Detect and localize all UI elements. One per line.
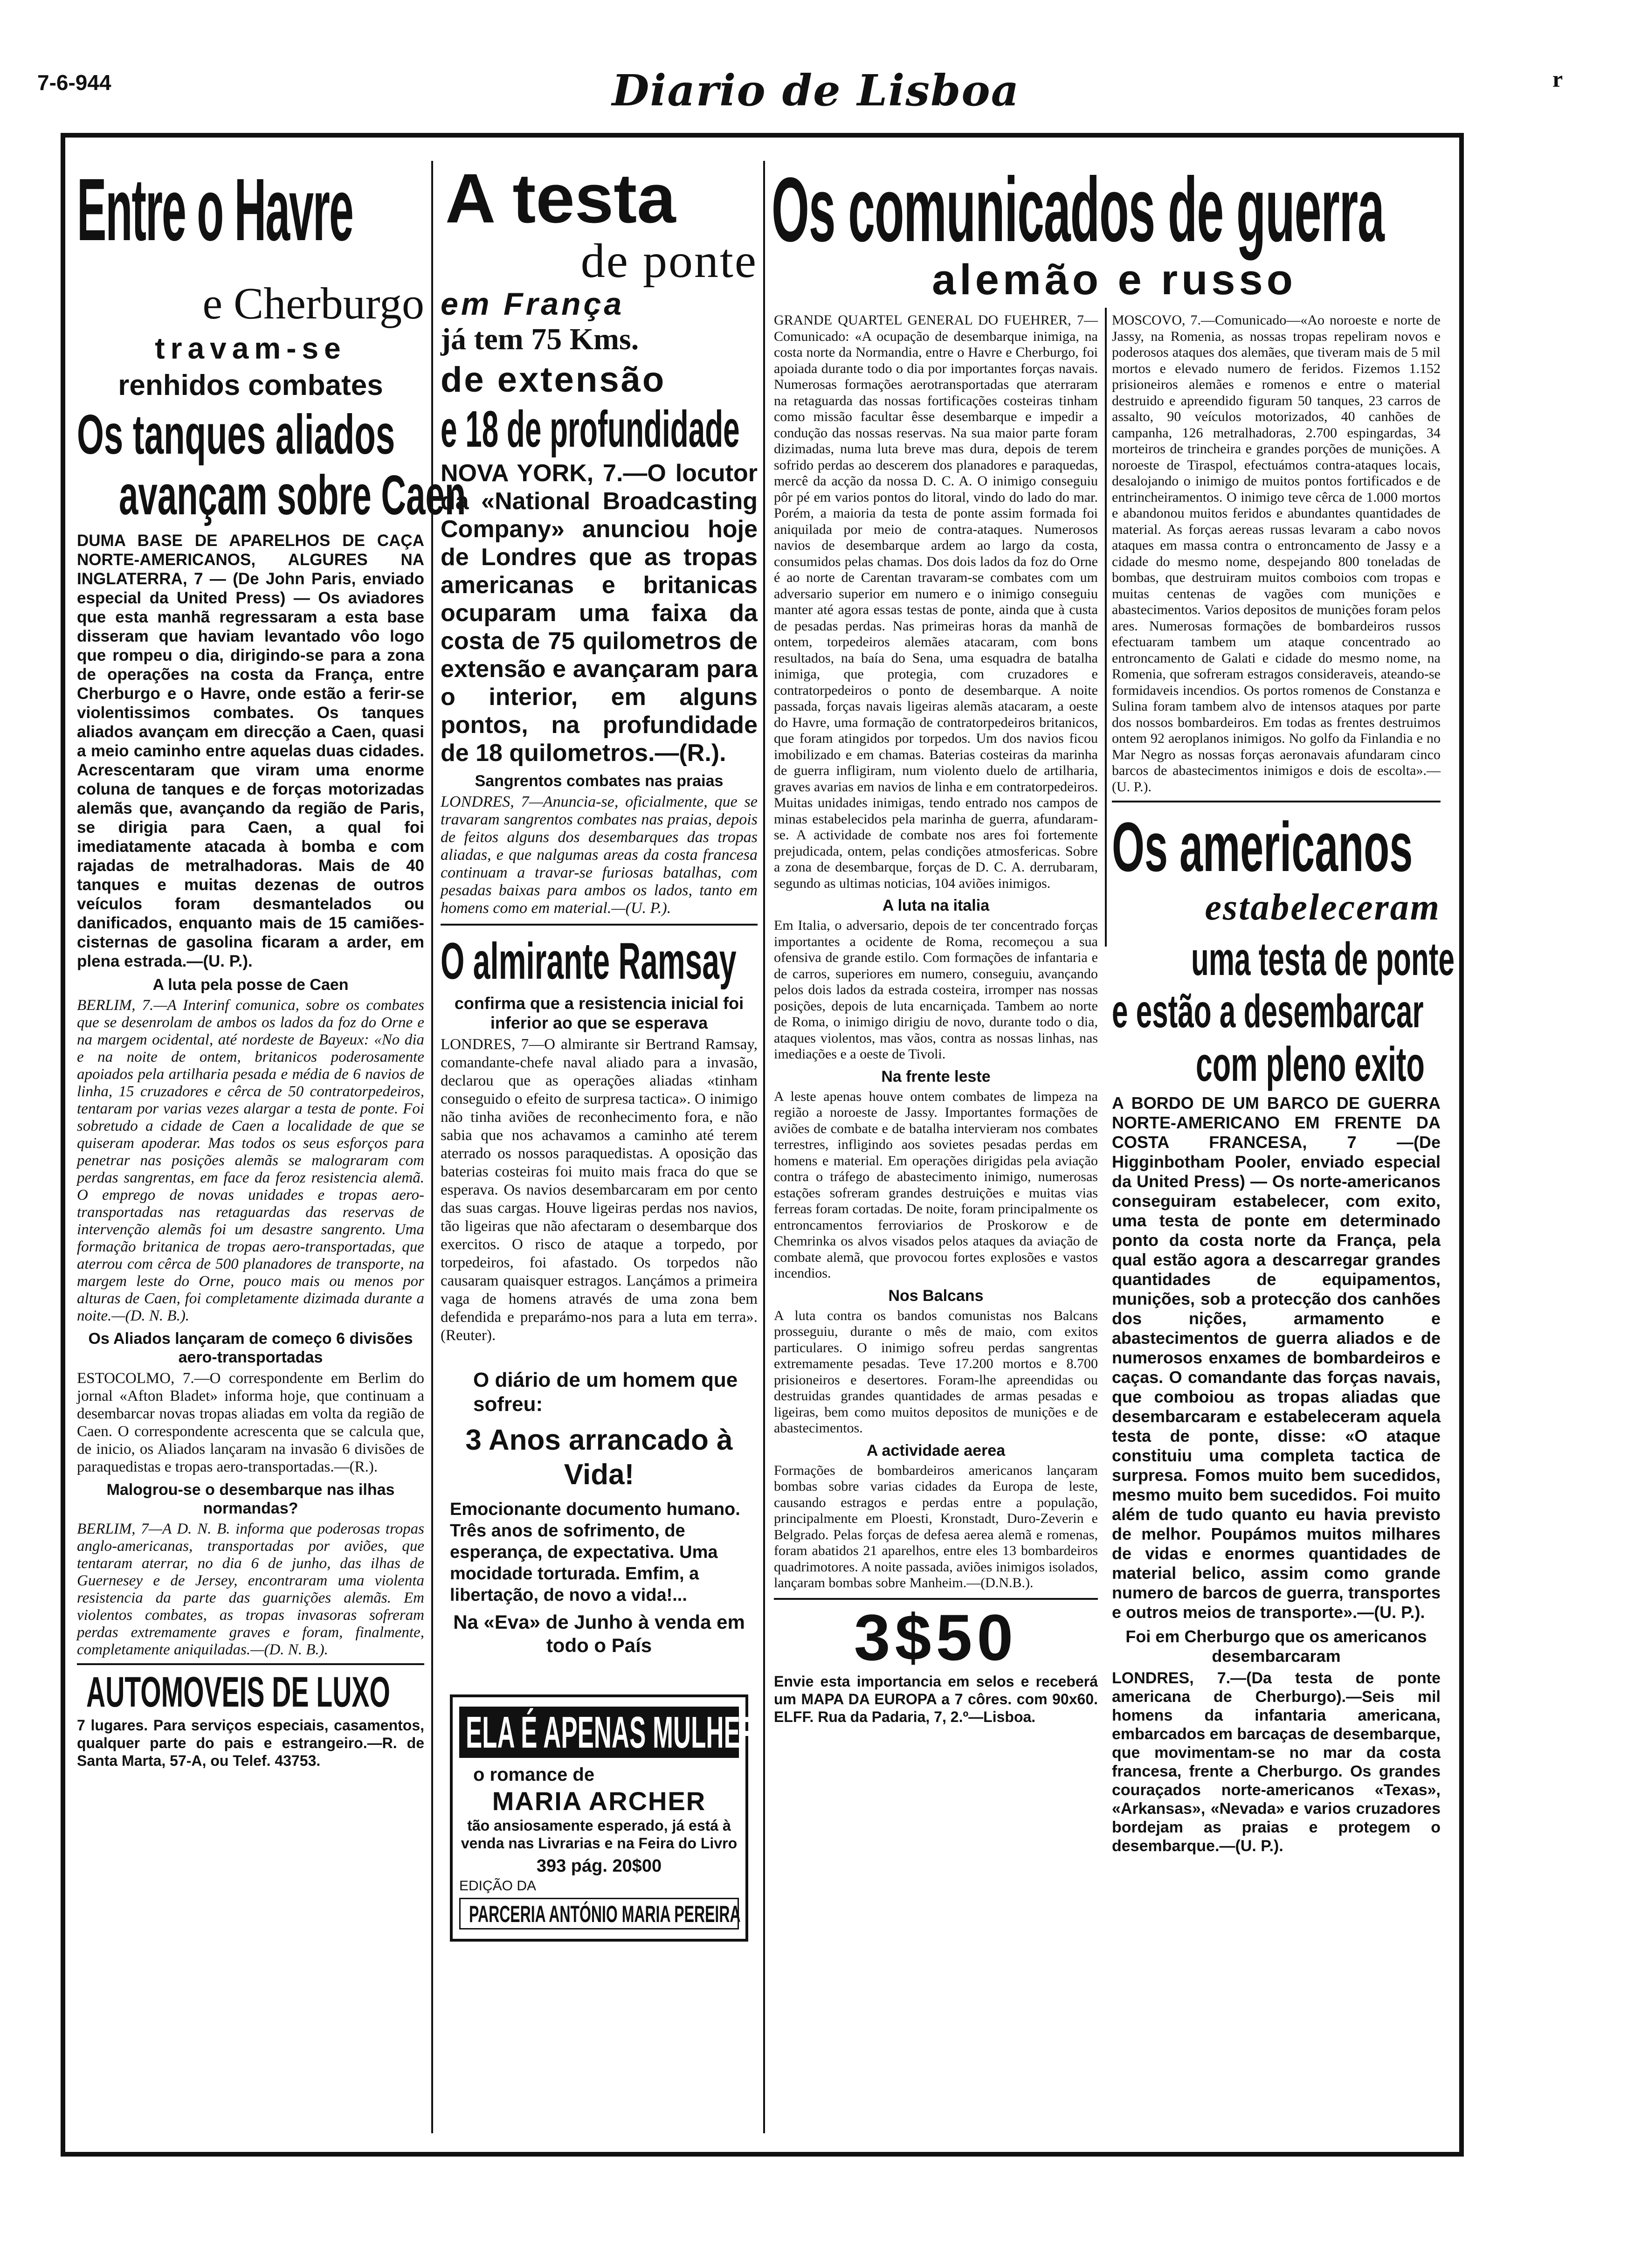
headline-ramsay: O almirante Ramsay: [441, 933, 737, 990]
subhead-ilhas-normandas: Malogrou-se o desembarque nas ilhas normandas?: [106, 1481, 395, 1517]
ad-automoveis-title: AUTOMOVEIS DE LUXO: [86, 1668, 390, 1716]
article-divisoes: ESTOCOLMO, 7.—O correspondente em Berlim do jornal «Afton Bladet» informa hoje, que continuam a desembarcar novas tropas aliadas em volta da região de Caen. O correspondente acrescenta que se calcula que, de inicio, os Aliados lançaram na invasão 6 divisões de paraquedistas e tropas aero-transportadas.—(R.).: [77, 1370, 424, 1475]
promo-eva-title: 3 Anos arrancado à Vida!: [465, 1424, 733, 1491]
headline-comunicados-block: [772, 161, 1457, 305]
article-italia: Em Italia, o adversario, depois de ter concentrado forças importantes a ocidente de Roma, recomeçou a sua ofensiva de grande estilo. Com formações de infantaria e de carros, superiores em numero, conseguiu, avançando pelos dois lados da estrada costeira, irromper nas nossas posições, depois de luta encarniçada. Tambem ao norte de Roma, o inimigo dirigiu de novo, durante todo o dia, ataques violentos, mas vãos, contra as nossas linhas, nas imediações e a oeste de Tivoli.: [774, 918, 1098, 1062]
headline-block: [77, 161, 424, 277]
subhead-cherburgo: Foi em Cherburgo que os americanos desembarcaram: [1125, 1627, 1427, 1666]
book-author: MARIA ARCHER: [492, 1786, 706, 1816]
promo-eva: [441, 1368, 758, 1657]
deck-em-franca: em França: [441, 286, 625, 322]
book-title: ELA É APENAS MULHER: [466, 1708, 758, 1757]
corner-mark: r: [1552, 66, 1563, 92]
column-1: [77, 160, 466, 2143]
sub-avancam-wrap: [77, 464, 466, 526]
deck-alemao-russo: alemão e russo: [932, 256, 1296, 304]
book-price: 393 pág. 20$00: [536, 1856, 662, 1876]
deck-profundidade-wrap: [441, 402, 758, 456]
headline-americanos-wrap: [1112, 808, 1441, 886]
newspaper-title: Diario de Lisboa: [612, 65, 1020, 116]
rule-ramsay: [441, 924, 758, 926]
book-desc: tão ansiosamente esperado, já está à venda nas Livrarias e na Feira do Livro: [461, 1817, 738, 1852]
sub-avancam-caen: avançam sobre Caen: [119, 464, 466, 526]
deck-desembarcar: e estão a desembarcar: [1112, 985, 1424, 1037]
article-praias: LONDRES, 7—Anuncia-se, oficialmente, que se travaram sangrentos combates nas praias, depois de feitos alguns dos desembarques das tropas aliadas, e que nalgumas areas da costa francesa continuam a travar-se furiosas batalhas, com pesadas baixas para ambos os lados, tanto em homens como em material.—(U. P.).: [441, 793, 758, 917]
subhead-balcas: Nos Balcans: [888, 1286, 984, 1305]
sub-tanques-aliados: Os tanques aliados: [77, 403, 395, 466]
promo-eva-desc: Emocionante documento humano. Três anos de sofrimento, de esperança, de expectativa. Uma mocidade torturada. Emfim, a libertação, de novo a vida!...: [450, 1500, 740, 1605]
ramsay-head-wrap: [441, 934, 758, 989]
article-actividade-aerea: Formações de bombardeiros americanos lançaram bombas sobre varias cidades da Europa de leste, causando estragos e perdas entre a população, principalmente em Ploesti, Kronstadt, Duro-Zeverin e Belgrado. Pelas forças de defesa aerea alemã e romenas, foram abatidos 21 aparelhos, entre eles 13 bombardeiros quadrimotores. A noite passada, aviões inimigos isolados, lançaram bombas sobre Manheim.—(D.N.B.).: [774, 1462, 1098, 1590]
ad-mapa-price: 3$50: [854, 1600, 1018, 1674]
book-title-bar: [459, 1707, 758, 1758]
subhead-frente-leste: Na frente leste: [881, 1067, 991, 1086]
ad-book-maria-archer: [450, 1694, 758, 1942]
column-4: [1112, 312, 1455, 2131]
deck-testa-wrap: [1112, 933, 1455, 985]
deck-desembarcar-wrap: [1112, 985, 1441, 1037]
headline-entre-o-havre: Entre o Havre: [77, 160, 353, 259]
article-balcas: A luta contra os bandos comunistas nos Balcans prosseguiu, durante o mês de maio, com exitos particulares. O inimigo sofreu perdas sangrentas extremamente pesadas. Teve 17.200 mortos e 8.700 prisioneiros e desertores. Foram-lhe apreendidas ou destruidas grandes quantidades de armas pesadas e ligeiras, bem como muitos depositos de munições e de abastecimentos.: [774, 1307, 1098, 1436]
sub-renhidos-combates: renhidos combates: [118, 369, 383, 401]
subhead-luta-caen: A luta pela posse de Caen: [152, 976, 349, 994]
deck-cherburgo: e Cherburgo: [202, 278, 424, 328]
article-cherburgo: LONDRES, 7.—(Da testa de ponte americana de Cherburgo).—Seis mil homens da infantaria americana, embarcados em barcaças de desembarque, que movimentam-se no mar da costa francesa, frente a Cherburgo. Os grandes couraçados norte-americanos «Texas», «Arkansas», «Nevada» e varios cruzadores bordejam as praias e protegem o desembarque.—(U. P.).: [1112, 1669, 1441, 1855]
book-publisher-box: [459, 1898, 739, 1929]
promo-eva-kicker: O diário de um homem que sofreu:: [473, 1369, 738, 1416]
deck-de-extensao: de extensão: [441, 360, 666, 400]
subhead-praias: Sangrentos combates nas praias: [475, 772, 724, 790]
article-comunicado-russo: MOSCOVO, 7.—Comunicado—«Ao noroeste e norte de Jassy, na Romenia, as nossas tropas repeliram novos e poderosos ataques dos alemães, que tiveram mais de 5 mil mortos e elevado numero de feridos. Fizemos 1.152 prisioneiros alemães e romenos e entre o material destruido e apreendido figuram 50 tanques, 23 carros de assalto, 90 veículos motorizados, 40 canhões de campanha, 126 metralhadoras, 2.700 espingardas, 34 morteiros de trincheira e grandes porções de munições. A noroeste de Tiraspol, efectuámos contra-ataques locais, desalojando o inimigo de muitos pontos fortificados e de entrincheiramentos. O inimigo teve cêrca de 1.000 mortos e abandonou muitos feridos e abundantes quantidades de material. As forças aereas russas levaram a cabo novos ataques em massa contra o entroncamento de Jassy e a cidade do mesmo nome, despejando 800 toneladas de bombas, que destruiram muitos comboios com tropas e muitas centenas de vagões com munições e abastecimentos. Varios depositos de munições foram pelos ares. Numerosas formações de bombardeiros russos efectuaram tambem um ataque concentrado ao entroncamento de Galati e cidade do mesmo nome, na Romenia, que sofreram estragos consideraveis, ateando-se formidaveis incendios. Os portos romenos de Constanza e Sulina foram tambem alvo de intensos ataques por parte dos nossos bombardeiros. Em todas as frentes destruimos ontem 92 aeroplanos inimigos. No golfo da Finlandia e no Mar Negro as nossas forças aeronavais afundaram cinco barcos de abastecimentos inimigos e dois de escolta».—(U. P.).: [1112, 312, 1441, 795]
article-ramsay: LONDRES, 7—O almirante sir Bertrand Ramsay, comandante-chefe naval aliado para a invasão, declarou que as operações aliadas «tinham conseguido o efeito de surpresa tactica». O inimigo não tinha aviões de reconhecimento fora, e não sabia que nos achavamos a caminho até terem aterrado os nossos paraquedistas. A oposição das baterias costeiras foi muito mais fraca do que se esperava. Os navios desembarcaram em por cento das suas cargas. Houve ligeiras perdas nos navios, tão ligeiras que não afectaram o desembarque dos exercitos. O risco de ataque a torpedo, por torpedeiros, foi afastado. Os torpedos não causaram quaisquer estragos. Lançámos a primeira vaga de homens através de uma zona bem defendida e preparámo-nos para a luta em terra». (Reuter).: [441, 1036, 758, 1344]
deck-75-kms: já tem 75 Kms.: [441, 322, 639, 356]
sub-tanques-wrap: [77, 404, 424, 465]
deck-pleno-exito: com pleno exito: [1196, 1037, 1425, 1092]
article-caen-body: DUMA BASE DE APARELHOS DE CAÇA NORTE-AMERICANOS, ALGURES NA INGLATERRA, 7 — (De John Paris, enviado especial da United Press) — Os aviadores que esta manhã regressaram a esta base disseram que haviam levantado vôo logo que rompeu o dia, dirigindo-se para a zona de operações na costa da França, entre Cherburgo e o Havre, onde estão a ferir-se violentissimos combates. Os tanques aliados avançam em direcção a Caen, quasi a meio caminho entre aquelas duas cidades. Acrescentaram que viram uma enorme coluna de tanques e de forças motorizadas alemãs que, avançando da região de Paris, se dirigia para Caen, a qual foi imediatamente atacada à bomba e com rajadas de metralhadoras. Mais de 40 tanques e muitas dezenas de outros veículos foram desmantelados ou danificados, enquanto mais de 15 camiões-cisternas de gasolina ficaram a arder, em plena estrada.—(U. P.).: [77, 532, 424, 970]
book-edition-label: EDIÇÃO DA: [459, 1878, 537, 1894]
subhead-aliados-divisoes: Os Aliados lançaram de começo 6 divisões aero-transportadas: [88, 1330, 413, 1366]
column-3: [774, 312, 1098, 2131]
subhead-italia: A luta na italia: [882, 897, 990, 914]
book-sub: o romance de: [473, 1764, 595, 1785]
subhead-actividade-aerea: A actividade aerea: [866, 1441, 1006, 1459]
article-americanos: A BORDO DE UM BARCO DE GUERRA NORTE-AMERICANO EM FRENTE DA COSTA FRANCESA, 7 —(De Higginbotham Pooler, enviado especial da United Press) — Os norte-americanos conseguiram estabelecer, com exito, uma testa de ponte em determinado ponto da costa norte da França, pela qual estão agora a descarregar grandes quantidades de equipamentos, munições, sob a protecção dos canhões dos nições, armamento e abastecimentos de guerra aliados e de numerosos enxames de bombardeiros e caças. O comandante das forças navais, que comboiou as tropas aliadas que desembarcaram e estabeleceram aquela testa de ponte, disse: «O ataque constituiu uma completa tactica de surpresa. Fomos muito bem sucedidos, mesmo muito bem sucedidos. Foi muito além de tudo quanto eu havia previsto de melhor. Poupámos muitos milhares de vidas e enormes quantidades de material belico, assim como grande numero de barcos de guerra, transportes e outros meios de transporte».—(U. P.).: [1112, 1093, 1441, 1622]
issue-date: 7-6-944: [37, 70, 111, 95]
article-luta-caen: BERLIM, 7.—A Interinf comunica, sobre os combates que se desenrolam de ambos os lados da foz do Orne e na margem ocidental, até nordeste de Bayeux: «No dia e na noite de ontem, britanicos poderosamente apoiados pela artilharia pesada e média de 6 navios de linha, 15 cruzadores e cêrca de 50 contratorpedeiros, tentaram por varias vezes alargar a testa de ponte. Foi sobretudo a cidade de Caen a localidade de que se quiseram apoderar. Mas todos os seus esforços para penetrar nas posições alemãs se malograram com perdas sangrentas, em face da feroz resistencia alemã. O emprego de novas unidades e tropas aero-transportadas nas retaguardas das reservas de intervenção alemãs foi um desastre sangrento. Uma formação britanica de tropas aero-transportadas, que aterrou com cêrca de 500 planadores de transporte, na margem leste do Orne, pouco mais ou menos por alturas de Caen, foi completamente dizimada durante a noite.—(D. N. B.).: [77, 997, 424, 1324]
deck-estabeleceram: estabeleceram: [1205, 887, 1441, 928]
sub-travam-se: travam-se: [155, 332, 346, 365]
column-2: [441, 161, 758, 2143]
headline-comunicados: Os comunicados de guerra: [772, 159, 1384, 261]
article-nova-york: NOVA YORK, 7.—O locutor da «National Broadcasting Company» anunciou hoje de Londres que as tropas americanas e britanicas ocuparam uma faixa da costa de 75 quilometros de extensão e avançaram para o interior, em alguns pontos, na profundidade de 18 quilometros.—(R.).: [441, 460, 758, 767]
book-publisher: PARCERIA ANTÓNIO MARIA PEREIRA: [469, 1901, 741, 1927]
article-ilhas-normandas: BERLIM, 7—A D. N. B. informa que poderosas tropas anglo-americanas, transportadas por aviões, que tentaram aterrar, no dia 6 de junho, das ilhas de Guernesey e de Jersey, encontraram uma violenta resistencia da parte das guarnições alemãs. Em violentos combates, as tropas invasoras sofreram perdas extremamente graves e foram, finalmente, completamente aniquiladas.—(D. N. B.).: [77, 1521, 424, 1658]
deck-testa-de-ponte: uma testa de ponte: [1191, 933, 1455, 985]
promo-eva-sale: Na «Eva» de Junho à venda em todo o País: [453, 1611, 745, 1656]
ad-automoveis: [77, 1663, 424, 1716]
article-comunicado-alemao: GRANDE QUARTEL GENERAL DO FUEHRER, 7—Comunicado: «A ocupação de desembarque inimiga, na costa norte da Normandia, entre o Havre e Cherburgo, foi apoiada durante todo o dia por importantes forças navais. Numerosas formações aerotransportadas que aterraram na retaguarda das nossas fortificações costeiras tinham como missão facultar êsse desembarque e impedir a condução das nossas reservas. Na sua maior parte foram dizimadas, numa luta breve mas dura, depois de terem sofrido perdas ao descerem dos planadores e paraquedas, mercê da acção da nossa D. C. A. O inimigo conseguiu pôr pé em varios pontos do litoral, vindo do lado do mar. Porém, a maioria da testa de ponte assim formada foi aniquilada por meio de contra-ataques. Numerosos navios de desembarque ardem ao largo da costa, consumidos pelas chamas. Dos dois lados da foz do Orne é ao norte de Carentan travaram-se combates com um adversario superior em numero e o inimigo conseguiu manter até agora essas testas de ponte, ainda que à custa de pesadas perdas. Nas primeiras horas da manhã de ontem, torpedeiros alemães atacaram, com bons resultados, na baía do Sena, uma esquadra de batalha inimiga, que protegia, com cruzadores e contratorpedeiros o ponto de desembarque. A noite passada, forças navais ligeiras alemãs atacaram, a oeste do Havre, uma formação de contratorpedeiros britanicos, que foram atingidos por torpedos. Um dos navios ficou imobilizado e em chamas. Baterias costeiras da marinha de guerra infligiram, num violento duelo de artilharia, graves avarias em navios de linha e em contratorpedeiros. Muitas unidades inimigas, tendo entrado nos campos de minas estabelecidos pela marinha de guerra, afundaram-se. A actividade de combate nos ares foi fortemente prejudicada, ontem, pelas condições atmosfericas. Sobre a zona de desembarque, forças de D. C. A. derrubaram, segundo as ultimas noticias, 104 aviões inimigos.: [774, 312, 1098, 891]
column-rule-3: [1105, 308, 1107, 947]
deck-exito-wrap: [1112, 1037, 1441, 1093]
headline-a-testa: A testa: [445, 159, 676, 237]
deck-profundidade: e 18 de profundidade: [441, 401, 740, 458]
ad-mapa-body: Envie esta importancia em selos e receberá um MAPA DA EUROPA a 7 côres. com 90x60. ELFF. Rua da Padaria, 7, 2.º—Lisboa.: [774, 1673, 1098, 1725]
deck-ramsay: confirma que a resistencia inicial foi inferior ao que se esperava: [454, 994, 744, 1032]
column-rule-2: [763, 161, 765, 2133]
ad-automoveis-body: 7 lugares. Para serviços especiais, casamentos, qualquer parte do pais e estrangeiro.—R. de Santa Marta, 57-A, ou Telef. 43753.: [77, 1717, 424, 1769]
rule-americanos: [1112, 801, 1441, 802]
article-frente-leste: A leste apenas houve ontem combates de limpeza na região a noroeste de Jassy. Importantes formações de aviões de combate e de batalha intervieram nos combates terrestres, infligindo aos sovietes pesadas perdas em homens e material. Em operações dirigidas pela aviação contra o tráfego de abastecimento inimigo, numerosas estações sofreram grandes destruições e muitas vias ferreas foram cortadas. De noite, foram principalmente os entroncamentos ferroviarios de Proskorow e de Chemrinka os alvos visados pelos ataques da aviação de combate alemã, que provocou fortes explosões e vastos incendios.: [774, 1088, 1098, 1281]
column-rule-1: [431, 161, 433, 2133]
ad-mapa-europa: [774, 1598, 1098, 1726]
headline-americanos: Os americanos: [1112, 808, 1413, 886]
deck-de-ponte: de ponte: [580, 234, 758, 288]
